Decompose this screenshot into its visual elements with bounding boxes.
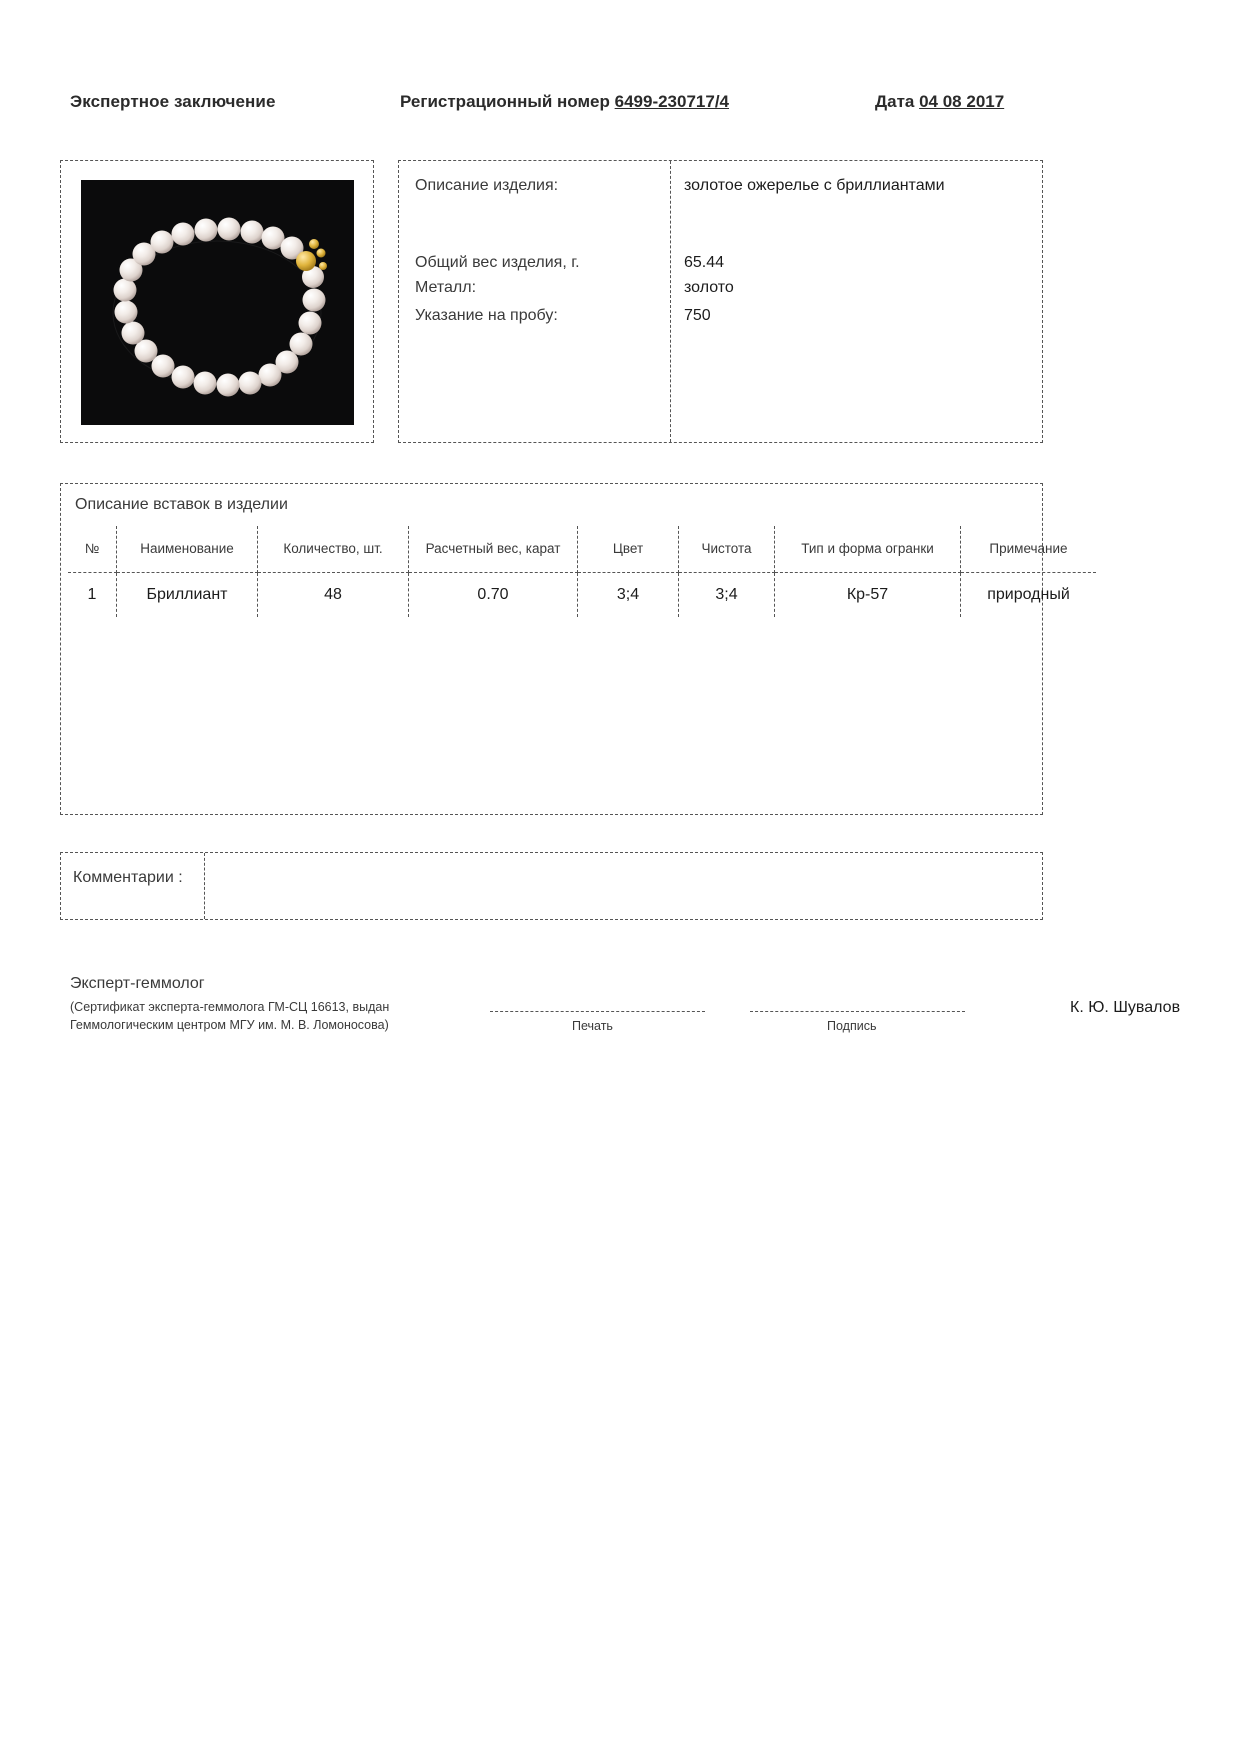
document-date (875, 92, 1004, 112)
comments-box (60, 852, 1043, 920)
column-header-clarity: Чистота (679, 526, 775, 573)
cell-clarity: 3;4 (679, 573, 775, 618)
column-header-color: Цвет (578, 526, 679, 573)
cell-color: 3;4 (578, 573, 679, 618)
cell-num: 1 (68, 573, 117, 618)
registration-number-value: 6499-230717/4 (614, 92, 730, 111)
item-photo (81, 180, 354, 425)
fineness-value: 750 (684, 307, 711, 324)
signature-section (70, 975, 1181, 1065)
expert-certificate-text: (Сертификат эксперта-геммолога ГМ-СЦ 16613, выдан Геммологическим центром МГУ им. М. В. Ломоносова) (70, 1000, 390, 1032)
document-date-value: 04 08 2017 (919, 92, 1005, 111)
comments-divider (204, 853, 205, 919)
cell-cut: Кр-57 (775, 573, 961, 618)
stamp-caption: Печать (572, 1019, 613, 1033)
total-weight-label: Общий вес изделия, г. (415, 254, 580, 271)
metal-value: золото (684, 279, 734, 296)
cell-weight: 0.70 (409, 573, 578, 618)
expert-title: Эксперт-геммолог (70, 975, 205, 992)
metal-label: Металл: (415, 279, 477, 296)
column-header-qty: Количество, шт. (258, 526, 409, 573)
cell-note: природный (961, 573, 1097, 618)
column-header-note: Примечание (961, 526, 1097, 573)
inserts-table (68, 526, 1096, 617)
item-photo-box (60, 160, 374, 443)
item-description-box (398, 160, 1043, 443)
signature-caption: Подпись (827, 1019, 877, 1033)
column-header-cut: Тип и форма огранки (775, 526, 961, 573)
signature-line (750, 1011, 965, 1012)
document-header (70, 92, 1150, 120)
comments-label: Комментарии : (73, 869, 183, 886)
cell-name: Бриллиант (117, 573, 258, 618)
registration-number-label: Регистрационный номер (400, 92, 610, 111)
description-column-divider (670, 161, 671, 442)
column-header-weight: Расчетный вес, карат (409, 526, 578, 573)
registration-number (400, 92, 729, 112)
table-row (68, 573, 1096, 618)
cell-qty: 48 (258, 573, 409, 618)
column-header-num: № (68, 526, 117, 573)
column-header-name: Наименование (117, 526, 258, 573)
item-description-value: золотое ожерелье с бриллиантами (684, 177, 945, 194)
pearl-necklace-image (81, 180, 354, 425)
total-weight-value: 65.44 (684, 254, 725, 271)
stamp-line (490, 1011, 705, 1012)
item-description-label: Описание изделия: (415, 177, 559, 194)
inserts-title: Описание вставок в изделии (75, 496, 288, 513)
document-date-label: Дата (875, 92, 915, 111)
page-title: Экспертное заключение (70, 92, 276, 111)
inserts-section (60, 483, 1070, 815)
expert-name: К. Ю. Шувалов (1070, 999, 1181, 1016)
fineness-label: Указание на пробу: (415, 307, 558, 324)
table-header-row (68, 526, 1096, 573)
